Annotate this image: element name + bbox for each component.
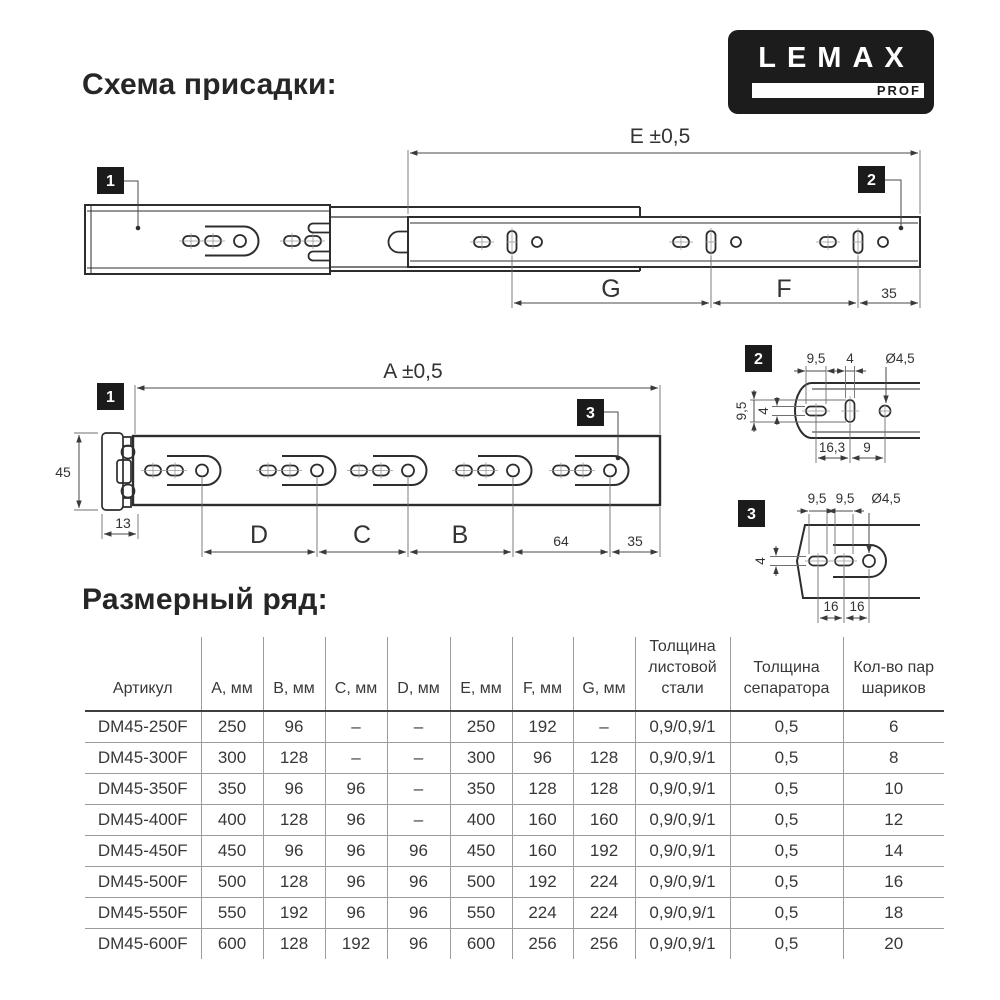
value-cell: 224 bbox=[573, 897, 635, 928]
detail-front-end bbox=[734, 345, 920, 463]
value-cell: 450 bbox=[201, 835, 263, 866]
value-cell: – bbox=[387, 773, 450, 804]
dim-64-label: 64 bbox=[553, 533, 569, 549]
value-cell: 224 bbox=[512, 897, 573, 928]
dim-13-label: 13 bbox=[115, 515, 131, 531]
detail2-dim-left-4: 4 bbox=[756, 407, 771, 415]
detail2-dim-4: 4 bbox=[846, 351, 854, 366]
article-cell: DM45-300F bbox=[85, 742, 201, 773]
article-cell: DM45-450F bbox=[85, 835, 201, 866]
drawing-rail-top-view bbox=[55, 360, 660, 557]
value-cell: 300 bbox=[450, 742, 512, 773]
value-cell: 500 bbox=[201, 866, 263, 897]
value-cell: 400 bbox=[201, 804, 263, 835]
logo-sub-text: PROF bbox=[876, 83, 921, 98]
callout-1 bbox=[97, 167, 140, 230]
article-cell: DM45-350F bbox=[85, 773, 201, 804]
value-cell: 0,5 bbox=[730, 773, 843, 804]
callout-3-number: 3 bbox=[586, 405, 595, 422]
value-cell: 0,5 bbox=[730, 928, 843, 959]
detail2-dim-95: 9,5 bbox=[806, 351, 826, 366]
value-cell: 128 bbox=[263, 804, 325, 835]
table-row bbox=[85, 773, 944, 804]
article-cell: DM45-550F bbox=[85, 897, 201, 928]
value-cell: 6 bbox=[843, 711, 944, 742]
dim-d-label: D bbox=[249, 521, 269, 549]
value-cell: 0,9/0,9/1 bbox=[635, 742, 730, 773]
value-cell: 96 bbox=[263, 773, 325, 804]
value-cell: 450 bbox=[450, 835, 512, 866]
value-cell: 0,9/0,9/1 bbox=[635, 711, 730, 742]
dim-35-label: 35 bbox=[881, 285, 897, 301]
callout-2-detail-number: 2 bbox=[754, 351, 763, 368]
dim-a-label: A ±0,5 bbox=[383, 360, 443, 383]
callout-1-number: 1 bbox=[106, 173, 115, 190]
value-cell: 192 bbox=[263, 897, 325, 928]
value-cell: 0,5 bbox=[730, 711, 843, 742]
value-cell: 192 bbox=[573, 835, 635, 866]
table-header bbox=[85, 637, 944, 711]
value-cell: 96 bbox=[387, 897, 450, 928]
scheme-title: Схема присадки: bbox=[82, 68, 337, 101]
value-cell: 550 bbox=[201, 897, 263, 928]
callout-2 bbox=[858, 166, 903, 230]
value-cell: 8 bbox=[843, 742, 944, 773]
value-cell: – bbox=[387, 711, 450, 742]
value-cell: 16 bbox=[843, 866, 944, 897]
value-cell: 96 bbox=[325, 773, 387, 804]
value-cell: 350 bbox=[450, 773, 512, 804]
rail-cross-section bbox=[102, 433, 135, 510]
callout-2-number: 2 bbox=[867, 172, 876, 189]
value-cell: 160 bbox=[512, 804, 573, 835]
value-cell: 0,9/0,9/1 bbox=[635, 866, 730, 897]
value-cell: 250 bbox=[450, 711, 512, 742]
table-body bbox=[85, 711, 944, 959]
value-cell: 12 bbox=[843, 804, 944, 835]
table-row bbox=[85, 928, 944, 959]
value-cell: 96 bbox=[325, 866, 387, 897]
detail2-dim-163: 16,3 bbox=[818, 440, 846, 455]
callout-2-detail bbox=[745, 345, 772, 372]
detail2-dim-9: 9 bbox=[863, 440, 871, 455]
header-c: C, мм bbox=[325, 637, 387, 711]
value-cell: 96 bbox=[387, 928, 450, 959]
detail2-dim-hole: Ø4,5 bbox=[885, 351, 915, 366]
value-cell: 256 bbox=[573, 928, 635, 959]
article-cell: DM45-600F bbox=[97, 934, 188, 954]
dimension-45 bbox=[55, 433, 98, 510]
header-d: D, мм bbox=[387, 637, 450, 711]
dimension-e bbox=[408, 125, 920, 214]
value-cell: 96 bbox=[387, 866, 450, 897]
callout-1b-number: 1 bbox=[106, 389, 115, 406]
value-cell: 500 bbox=[450, 866, 512, 897]
header-g: G, мм bbox=[573, 637, 635, 711]
value-cell: 250 bbox=[201, 711, 263, 742]
dim-b-label: B bbox=[451, 521, 469, 549]
header-ball-pairs: Кол-во пар шариков bbox=[843, 637, 944, 711]
value-cell: 192 bbox=[512, 866, 573, 897]
article-cell: DM45-250F bbox=[85, 711, 201, 742]
value-cell: 128 bbox=[512, 773, 573, 804]
header-e: E, мм bbox=[450, 637, 512, 711]
detail-front-top-dims bbox=[794, 351, 915, 404]
article-cell: DM45-500F bbox=[85, 866, 201, 897]
detail-back-bottom-dims bbox=[818, 567, 869, 623]
header-separator-thickness: Толщина сепаратора bbox=[730, 637, 843, 711]
table-row bbox=[85, 897, 944, 928]
value-cell: 600 bbox=[450, 928, 512, 959]
dimension-13 bbox=[102, 514, 138, 539]
value-cell: 0,5 bbox=[730, 804, 843, 835]
value-cell: 0,9/0,9/1 bbox=[635, 897, 730, 928]
value-cell: 96 bbox=[325, 835, 387, 866]
dimension-gf35 bbox=[512, 256, 920, 308]
dim-35-label: 35 bbox=[627, 533, 643, 549]
article-cell: DM45-400F bbox=[85, 804, 201, 835]
value-cell: 128 bbox=[263, 742, 325, 773]
table-row bbox=[85, 835, 944, 866]
value-cell: 350 bbox=[201, 773, 263, 804]
table-header-row bbox=[85, 637, 944, 711]
value-cell: 550 bbox=[450, 897, 512, 928]
value-cell: 96 bbox=[263, 835, 325, 866]
detail3-dim-hole: Ø4,5 bbox=[871, 491, 901, 506]
sizes-title: Размерный ряд: bbox=[82, 583, 328, 616]
detail2-dim-left-95: 9,5 bbox=[734, 401, 749, 421]
value-cell: 192 bbox=[325, 928, 387, 959]
value-cell: 224 bbox=[573, 866, 635, 897]
dim-g-label: G bbox=[601, 275, 621, 303]
value-cell: – bbox=[387, 742, 450, 773]
detail3-dim-4: 4 bbox=[753, 557, 768, 565]
detail3-dim-16a: 16 bbox=[823, 599, 839, 614]
detail3-dim-95a: 9,5 bbox=[807, 491, 827, 506]
detail3-dim-95b: 9,5 bbox=[835, 491, 855, 506]
value-cell: 0,9/0,9/1 bbox=[635, 928, 730, 959]
value-cell: – bbox=[387, 804, 450, 835]
table-row bbox=[85, 711, 944, 742]
value-cell: 160 bbox=[573, 804, 635, 835]
dim-e-label: E ±0,5 bbox=[629, 125, 691, 148]
value-cell: 0,5 bbox=[730, 742, 843, 773]
value-cell: 96 bbox=[325, 897, 387, 928]
value-cell: 0,5 bbox=[730, 866, 843, 897]
value-cell: 96 bbox=[387, 835, 450, 866]
value-cell: 0,9/0,9/1 bbox=[635, 835, 730, 866]
logo-brand-text: LEMAX bbox=[758, 42, 915, 74]
value-cell: 128 bbox=[263, 928, 325, 959]
detail-back-end bbox=[738, 491, 920, 623]
value-cell: 20 bbox=[843, 928, 944, 959]
value-cell: 96 bbox=[325, 804, 387, 835]
value-cell: 160 bbox=[512, 835, 573, 866]
header-steel-thickness: Толщина листовой стали bbox=[635, 637, 730, 711]
detail3-dim-16b: 16 bbox=[849, 599, 865, 614]
value-cell: 18 bbox=[843, 897, 944, 928]
header-b: B, мм bbox=[263, 637, 325, 711]
dimension-dcb bbox=[202, 478, 660, 557]
dim-f-label: F bbox=[776, 275, 792, 303]
table-row bbox=[85, 742, 944, 773]
dim-45-label: 45 bbox=[55, 464, 71, 480]
value-cell: – bbox=[325, 742, 387, 773]
table-row bbox=[85, 804, 944, 835]
value-cell: 300 bbox=[201, 742, 263, 773]
value-cell: 0,9/0,9/1 bbox=[635, 773, 730, 804]
header-a: A, мм bbox=[201, 637, 263, 711]
callout-1b bbox=[97, 383, 124, 410]
value-cell: 128 bbox=[263, 866, 325, 897]
outer-rail bbox=[85, 205, 330, 274]
value-cell: 0,5 bbox=[730, 835, 843, 866]
value-cell: 96 bbox=[512, 742, 573, 773]
dim-c-label: C bbox=[352, 521, 372, 549]
drawing-extended-slide bbox=[85, 125, 920, 308]
value-cell: – bbox=[573, 711, 635, 742]
value-cell: 10 bbox=[843, 773, 944, 804]
value-cell: 400 bbox=[450, 804, 512, 835]
value-cell: 128 bbox=[573, 773, 635, 804]
callout-3-detail-number: 3 bbox=[747, 506, 756, 523]
value-cell: 96 bbox=[263, 711, 325, 742]
value-cell: 192 bbox=[512, 711, 573, 742]
table-row bbox=[85, 866, 944, 897]
detail-front-bottom-dims bbox=[816, 417, 885, 463]
value-cell: 14 bbox=[843, 835, 944, 866]
value-cell: 128 bbox=[573, 742, 635, 773]
value-cell: 0,9/0,9/1 bbox=[635, 804, 730, 835]
header-f: F, мм bbox=[512, 637, 573, 711]
header-article: Артикул bbox=[85, 637, 201, 711]
callout-3 bbox=[577, 399, 620, 460]
value-cell: 600 bbox=[201, 928, 263, 959]
size-range-table bbox=[85, 637, 944, 959]
value-cell: 256 bbox=[512, 928, 573, 959]
value-cell: – bbox=[325, 711, 387, 742]
callout-3-detail bbox=[738, 500, 765, 527]
value-cell: 0,5 bbox=[730, 897, 843, 928]
